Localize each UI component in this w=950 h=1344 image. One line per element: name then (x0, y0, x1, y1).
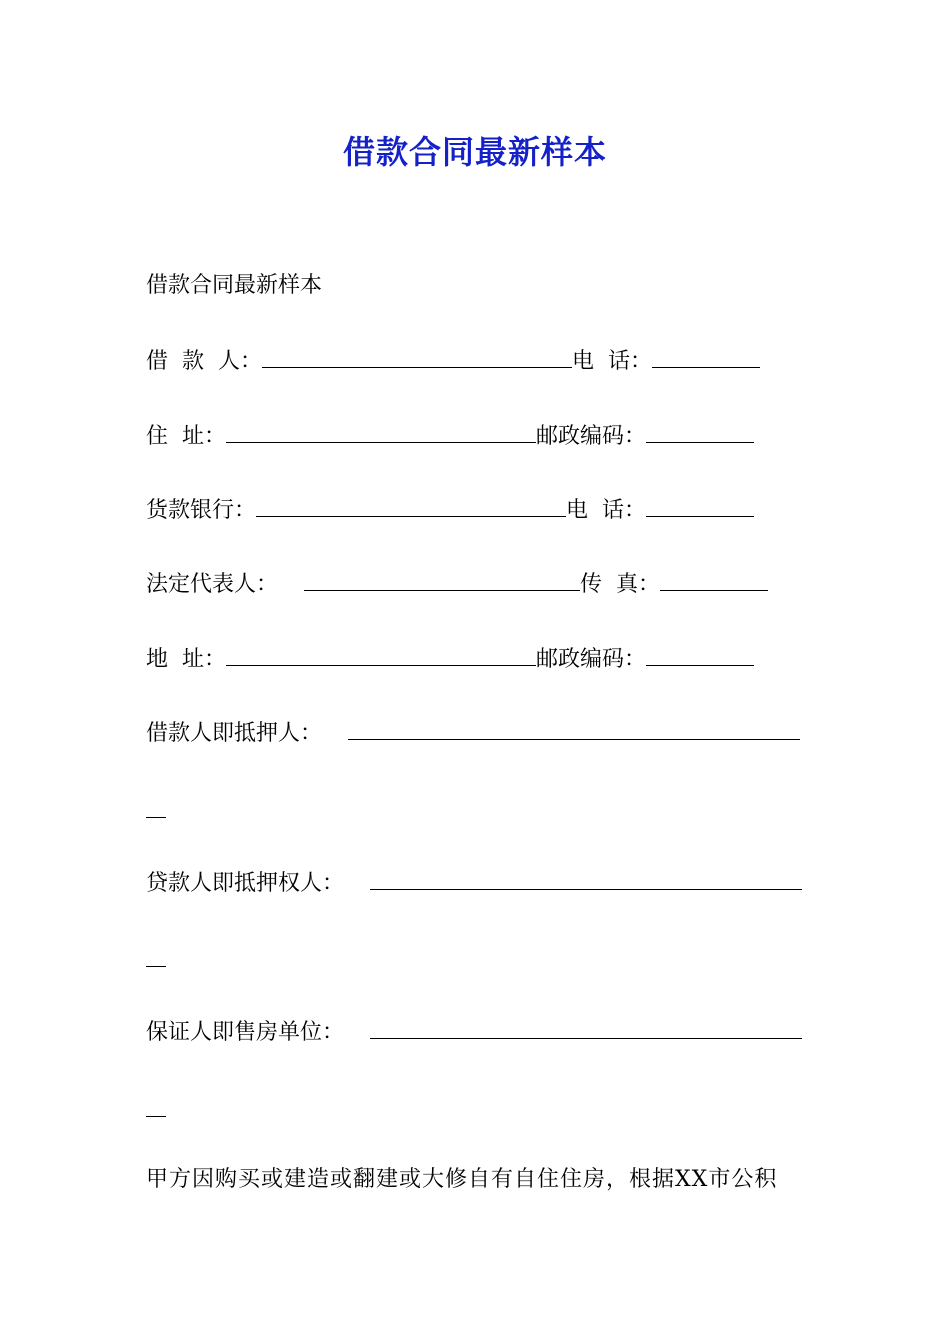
borrower-label: 借 款 人： (146, 349, 262, 374)
postcode2-blank[interactable] (646, 643, 754, 666)
lender-bank-blank[interactable] (256, 494, 566, 517)
mortgagee-row (146, 867, 802, 899)
mortgagor-blank[interactable] (348, 717, 800, 740)
guarantor-blank-continuation (146, 1116, 166, 1117)
lender-bank-row (146, 494, 754, 526)
subtitle-text: 借款合同最新样本 (146, 273, 323, 298)
address2-row (146, 643, 754, 675)
lender-phone-label: 电 话： (566, 498, 647, 523)
fax-label: 传 真： (580, 572, 661, 597)
postcode1-blank[interactable] (646, 420, 754, 443)
address2-label: 地 址： (146, 647, 226, 672)
mortgagor-blank-continuation (146, 817, 166, 818)
guarantor-row (146, 1016, 802, 1048)
fax-blank[interactable] (660, 568, 768, 591)
address1-blank[interactable] (226, 420, 536, 443)
borrower-blank[interactable] (262, 345, 572, 368)
legal-rep-row (146, 568, 768, 600)
document-title: 借款合同最新样本 (342, 133, 607, 171)
mortgagee-label: 贷款人即抵押权人： (146, 871, 345, 896)
address1-row (146, 420, 754, 452)
mortgagee-blank[interactable] (370, 867, 802, 890)
lender-phone-blank[interactable] (646, 494, 754, 517)
body-text: 甲方因购买或建造或翻建或大修自有自住住房，根据XX市公积 (146, 1167, 778, 1192)
legal-rep-label: 法定代表人： (146, 572, 279, 597)
lender-bank-label: 货款银行： (146, 498, 257, 523)
borrower-phone-label: 电 话： (571, 349, 652, 374)
guarantor-label: 保证人即售房单位： (146, 1020, 345, 1045)
body-paragraph (146, 1165, 777, 1195)
guarantor-blank[interactable] (370, 1016, 802, 1039)
address1-label: 住 址： (146, 424, 226, 449)
borrower-phone-blank[interactable] (652, 345, 760, 368)
postcode1-label: 邮政编码： (536, 424, 647, 449)
mortgagee-blank-continuation (146, 966, 166, 967)
address2-blank[interactable] (226, 643, 536, 666)
subtitle-line (146, 271, 322, 301)
borrower-row (146, 345, 760, 377)
postcode2-label: 邮政编码： (536, 647, 647, 672)
mortgagor-label: 借款人即抵押人： (146, 721, 323, 746)
mortgagor-row (146, 717, 800, 749)
legal-rep-blank[interactable] (304, 568, 580, 591)
